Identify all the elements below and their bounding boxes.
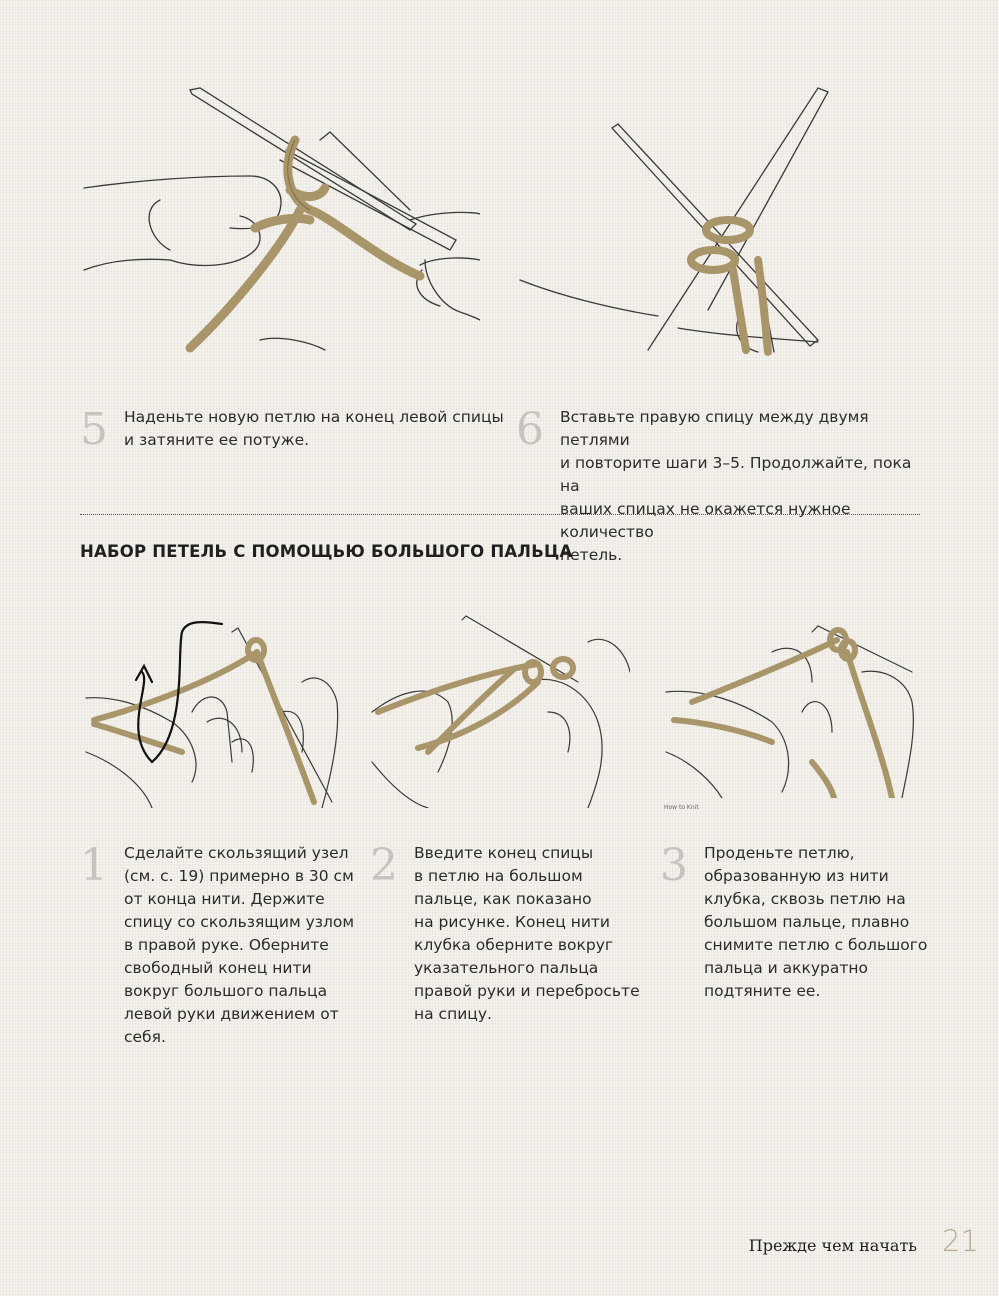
text-line: указательного пальца xyxy=(414,959,599,977)
text-line: на рисунке. Конец нити xyxy=(414,913,610,931)
step-3-number: 3 xyxy=(660,840,688,891)
text-line: спицу со скользящим узлом xyxy=(124,913,355,931)
text-line: подтяните ее. xyxy=(704,982,821,1000)
illustration-step-5 xyxy=(80,80,480,360)
text-line: вокруг большого пальца xyxy=(124,982,328,1000)
text-line: (см. с. 19) примерно в 30 см xyxy=(124,867,354,885)
text-line: в петлю на большом xyxy=(414,867,583,885)
illustration-step-6 xyxy=(518,80,918,360)
step-1-number: 1 xyxy=(80,840,108,891)
text-line: от конца нити. Держите xyxy=(124,890,325,908)
text-line: ваших спицах не окажется нужное количество xyxy=(560,500,851,541)
text-line: в правой руке. Оберните xyxy=(124,936,329,954)
step-6-number: 6 xyxy=(516,404,544,455)
section-divider xyxy=(80,514,920,515)
step-3-text xyxy=(704,842,944,1003)
text-line: петель. xyxy=(560,546,623,564)
text-line: клубка оберните вокруг xyxy=(414,936,614,954)
illustration-caption: How to Knit xyxy=(664,804,699,811)
text-line: и повторите шаги 3–5. Продолжайте, пока на xyxy=(560,454,912,495)
illustration-step-1 xyxy=(82,612,344,808)
step-6-text xyxy=(560,406,930,567)
step-2-number: 2 xyxy=(370,840,398,891)
text-line: Наденьте новую петлю на конец левой спицы xyxy=(124,408,504,426)
step-5-number: 5 xyxy=(80,404,108,455)
section-title: НАБОР ПЕТЕЛЬ С ПОМОЩЬЮ БОЛЬШОГО ПАЛЬЦА xyxy=(80,542,573,561)
text-line: свободный конец нити xyxy=(124,959,312,977)
text-line: себя. xyxy=(124,1028,166,1046)
text-line: образованную из нити xyxy=(704,867,889,885)
text-line: большом пальце, плавно xyxy=(704,913,910,931)
text-line: на спицу. xyxy=(414,1005,492,1023)
text-line: снимите петлю с большого xyxy=(704,936,928,954)
step-2-text xyxy=(414,842,654,1026)
illustration-step-3 xyxy=(662,612,920,798)
text-line: Введите конец спицы xyxy=(414,844,594,862)
step-1-text xyxy=(124,842,364,1049)
text-line: и затяните ее потуже. xyxy=(124,431,310,449)
text-line: Сделайте скользящий узел xyxy=(124,844,349,862)
illustration-step-2 xyxy=(368,612,630,808)
page-number: 21 xyxy=(942,1224,979,1258)
text-line: правой руки и перебросьте xyxy=(414,982,640,1000)
text-line: Проденьте петлю, xyxy=(704,844,855,862)
text-line: левой руки движением от xyxy=(124,1005,339,1023)
text-line: пальце, как показано xyxy=(414,890,592,908)
text-line: клубка, сквозь петлю на xyxy=(704,890,906,908)
running-footer-title: Прежде чем начать xyxy=(748,1236,917,1255)
step-5-text xyxy=(124,406,504,452)
text-line: Вставьте правую спицу между двумя петлями xyxy=(560,408,869,449)
text-line: пальца и аккуратно xyxy=(704,959,869,977)
